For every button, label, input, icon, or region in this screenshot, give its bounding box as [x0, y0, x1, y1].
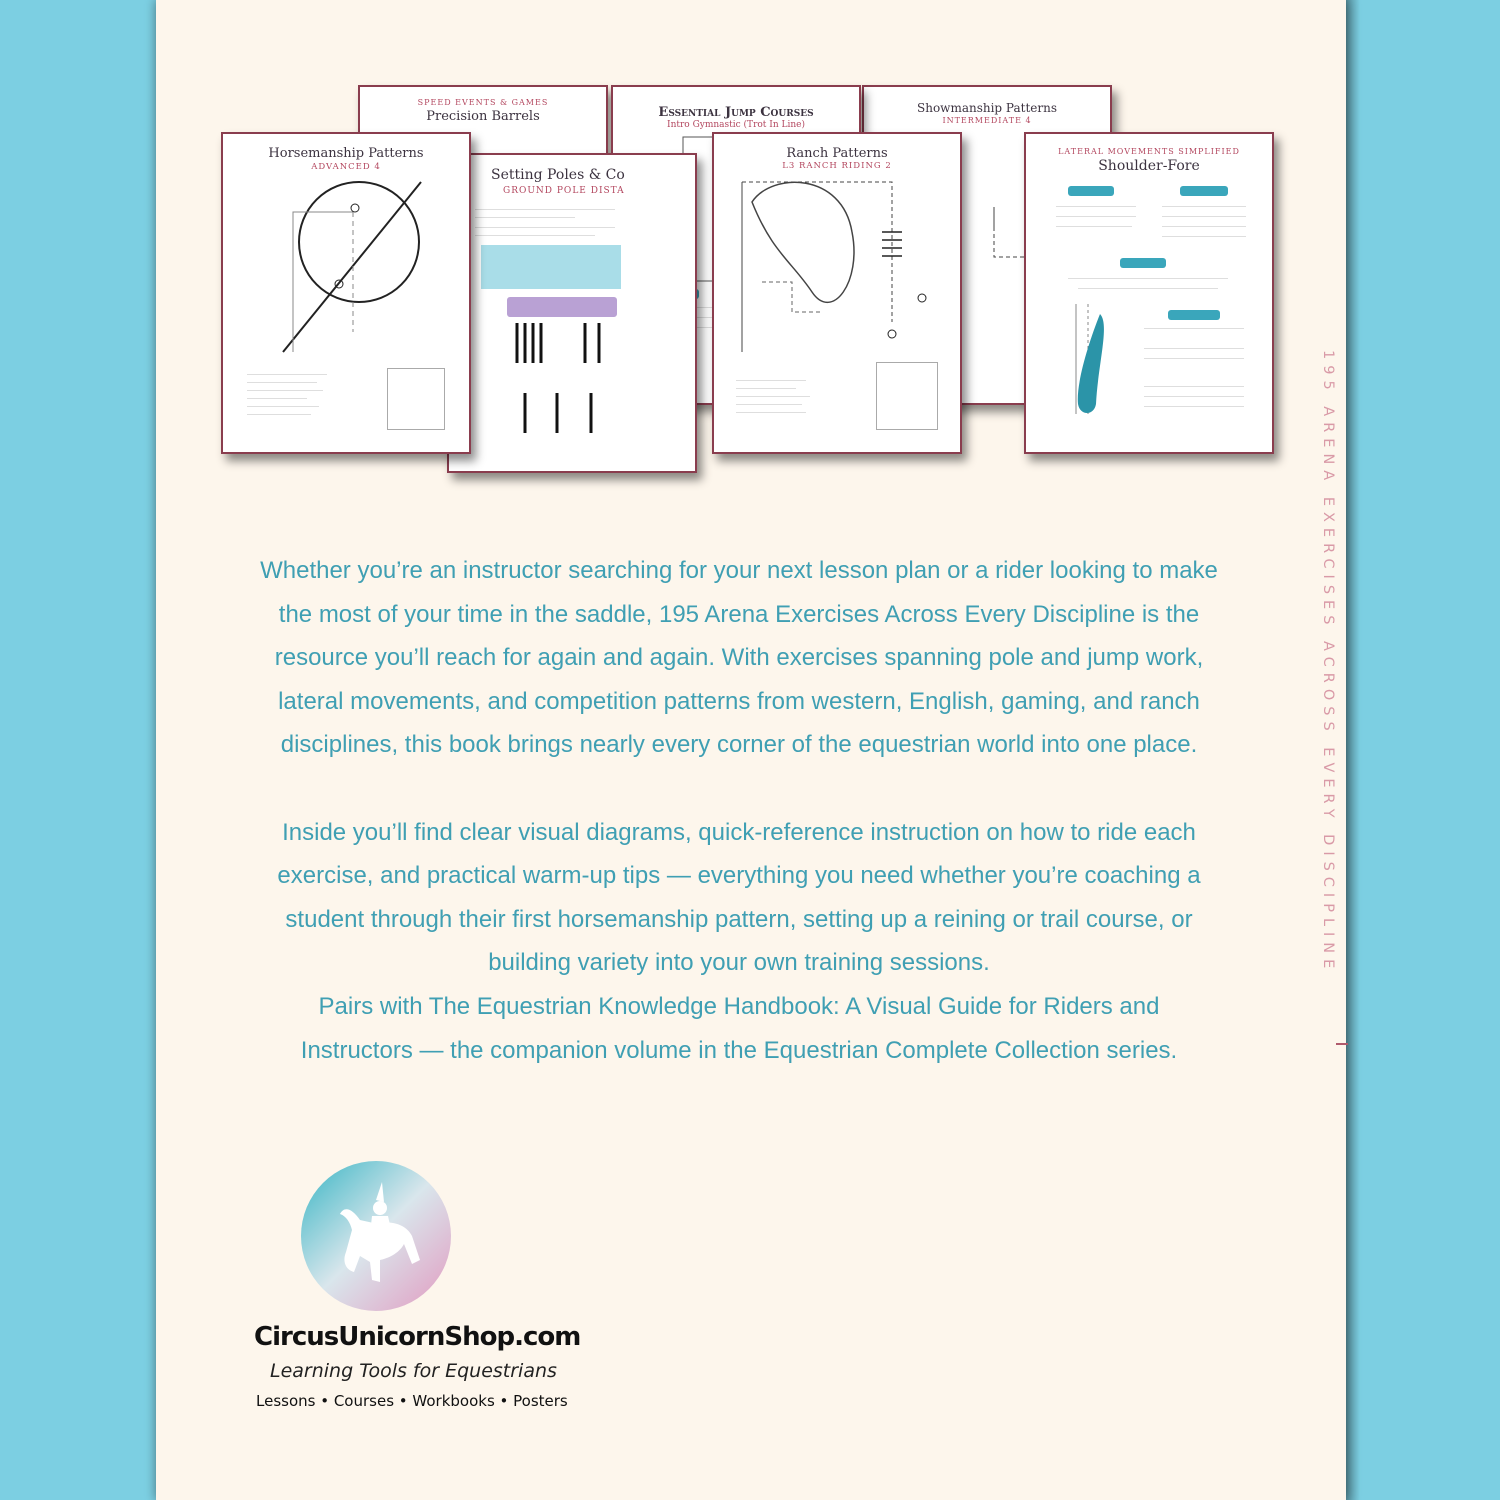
- page-subtitle: ADVANCED 4: [311, 162, 381, 172]
- description-paragraph-2: Inside you’ll find clear visual diagrams, quick-reference instruction on how to ride each exercise, and practical warm-up tips — everything you need whether you’re coaching a student through their first horsemanship pattern, setting up a reining or trail course, or building variety into your own training sessions.: [277, 818, 1201, 977]
- tip-box: [507, 297, 617, 317]
- page-subtitle: SPEED EVENTS & GAMES: [417, 98, 549, 107]
- page-subtitle: LATERAL MOVEMENTS SIMPLIFIED: [1058, 147, 1240, 156]
- horse-diagram: [1070, 304, 1120, 424]
- page-subtitle: GROUND POLE DISTA: [503, 186, 625, 196]
- distance-table: [481, 245, 621, 289]
- unicorn-logo: [300, 1160, 452, 1312]
- spine-title: 195 ARENA EXERCISES ACROSS EVERY DISCIPLINE: [1320, 350, 1336, 975]
- brand-tagline: Learning Tools for Equestrians: [270, 1360, 557, 1382]
- page-title: Ranch Patterns: [786, 146, 888, 161]
- page-title: Horsemanship Patterns: [268, 146, 424, 161]
- page-title: Essential Jump Courses: [658, 105, 814, 120]
- brand-name: CircusUnicornShop.com: [254, 1322, 581, 1352]
- feeling-label: [1120, 258, 1166, 268]
- rider-aids-label: [1168, 310, 1220, 320]
- brand-products: Lessons • Courses • Workbooks • Posters: [256, 1392, 568, 1410]
- page-horsemanship-patterns: [221, 132, 471, 454]
- page-setting-poles: [447, 153, 697, 473]
- pole-diagram: [509, 323, 629, 443]
- form-label: [1068, 186, 1114, 196]
- page-subtitle: INTERMEDIATE 4: [942, 116, 1032, 125]
- page-title: Precision Barrels: [426, 109, 540, 124]
- legend-box: [387, 368, 445, 430]
- page-subtitle: L3 RANCH RIDING 2: [782, 161, 892, 171]
- page-shoulder-fore: [1024, 132, 1274, 454]
- description-paragraph-3: Pairs with The Equestrian Knowledge Handbook: A Visual Guide for Riders and Instructors — the companion volume in the Equestrian Complete Collection series.: [300, 992, 1178, 1064]
- pattern-diagram: [732, 172, 954, 372]
- spine-shadow: [1346, 0, 1360, 1500]
- page-title: Shoulder-Fore: [1098, 158, 1200, 174]
- page-ranch-patterns: [712, 132, 962, 454]
- legend-box: [876, 362, 938, 430]
- page-subtitle: Intro Gymnastic (Trot In Line): [667, 120, 805, 130]
- page-title: Showmanship Patterns: [917, 101, 1057, 115]
- description-paragraph-1: Whether you’re an instructor searching for your next lesson plan or a rider looking to make the most of your time in the saddle, 195 Arena Exercises Across Every Discipline is the resource you’ll reach for again and again. With exercises spanning pole and jump work, lateral movements, and competition patterns from western, English, gaming, and ranch disciplines, this book brings nearly every corner of the equestrian world into one place.: [260, 557, 1218, 759]
- function-label: [1180, 186, 1228, 196]
- spine-mark: [1336, 1043, 1348, 1045]
- book-description: [250, 549, 1228, 1072]
- page-title: Setting Poles & Co: [491, 167, 625, 183]
- pattern-diagram: [273, 172, 443, 362]
